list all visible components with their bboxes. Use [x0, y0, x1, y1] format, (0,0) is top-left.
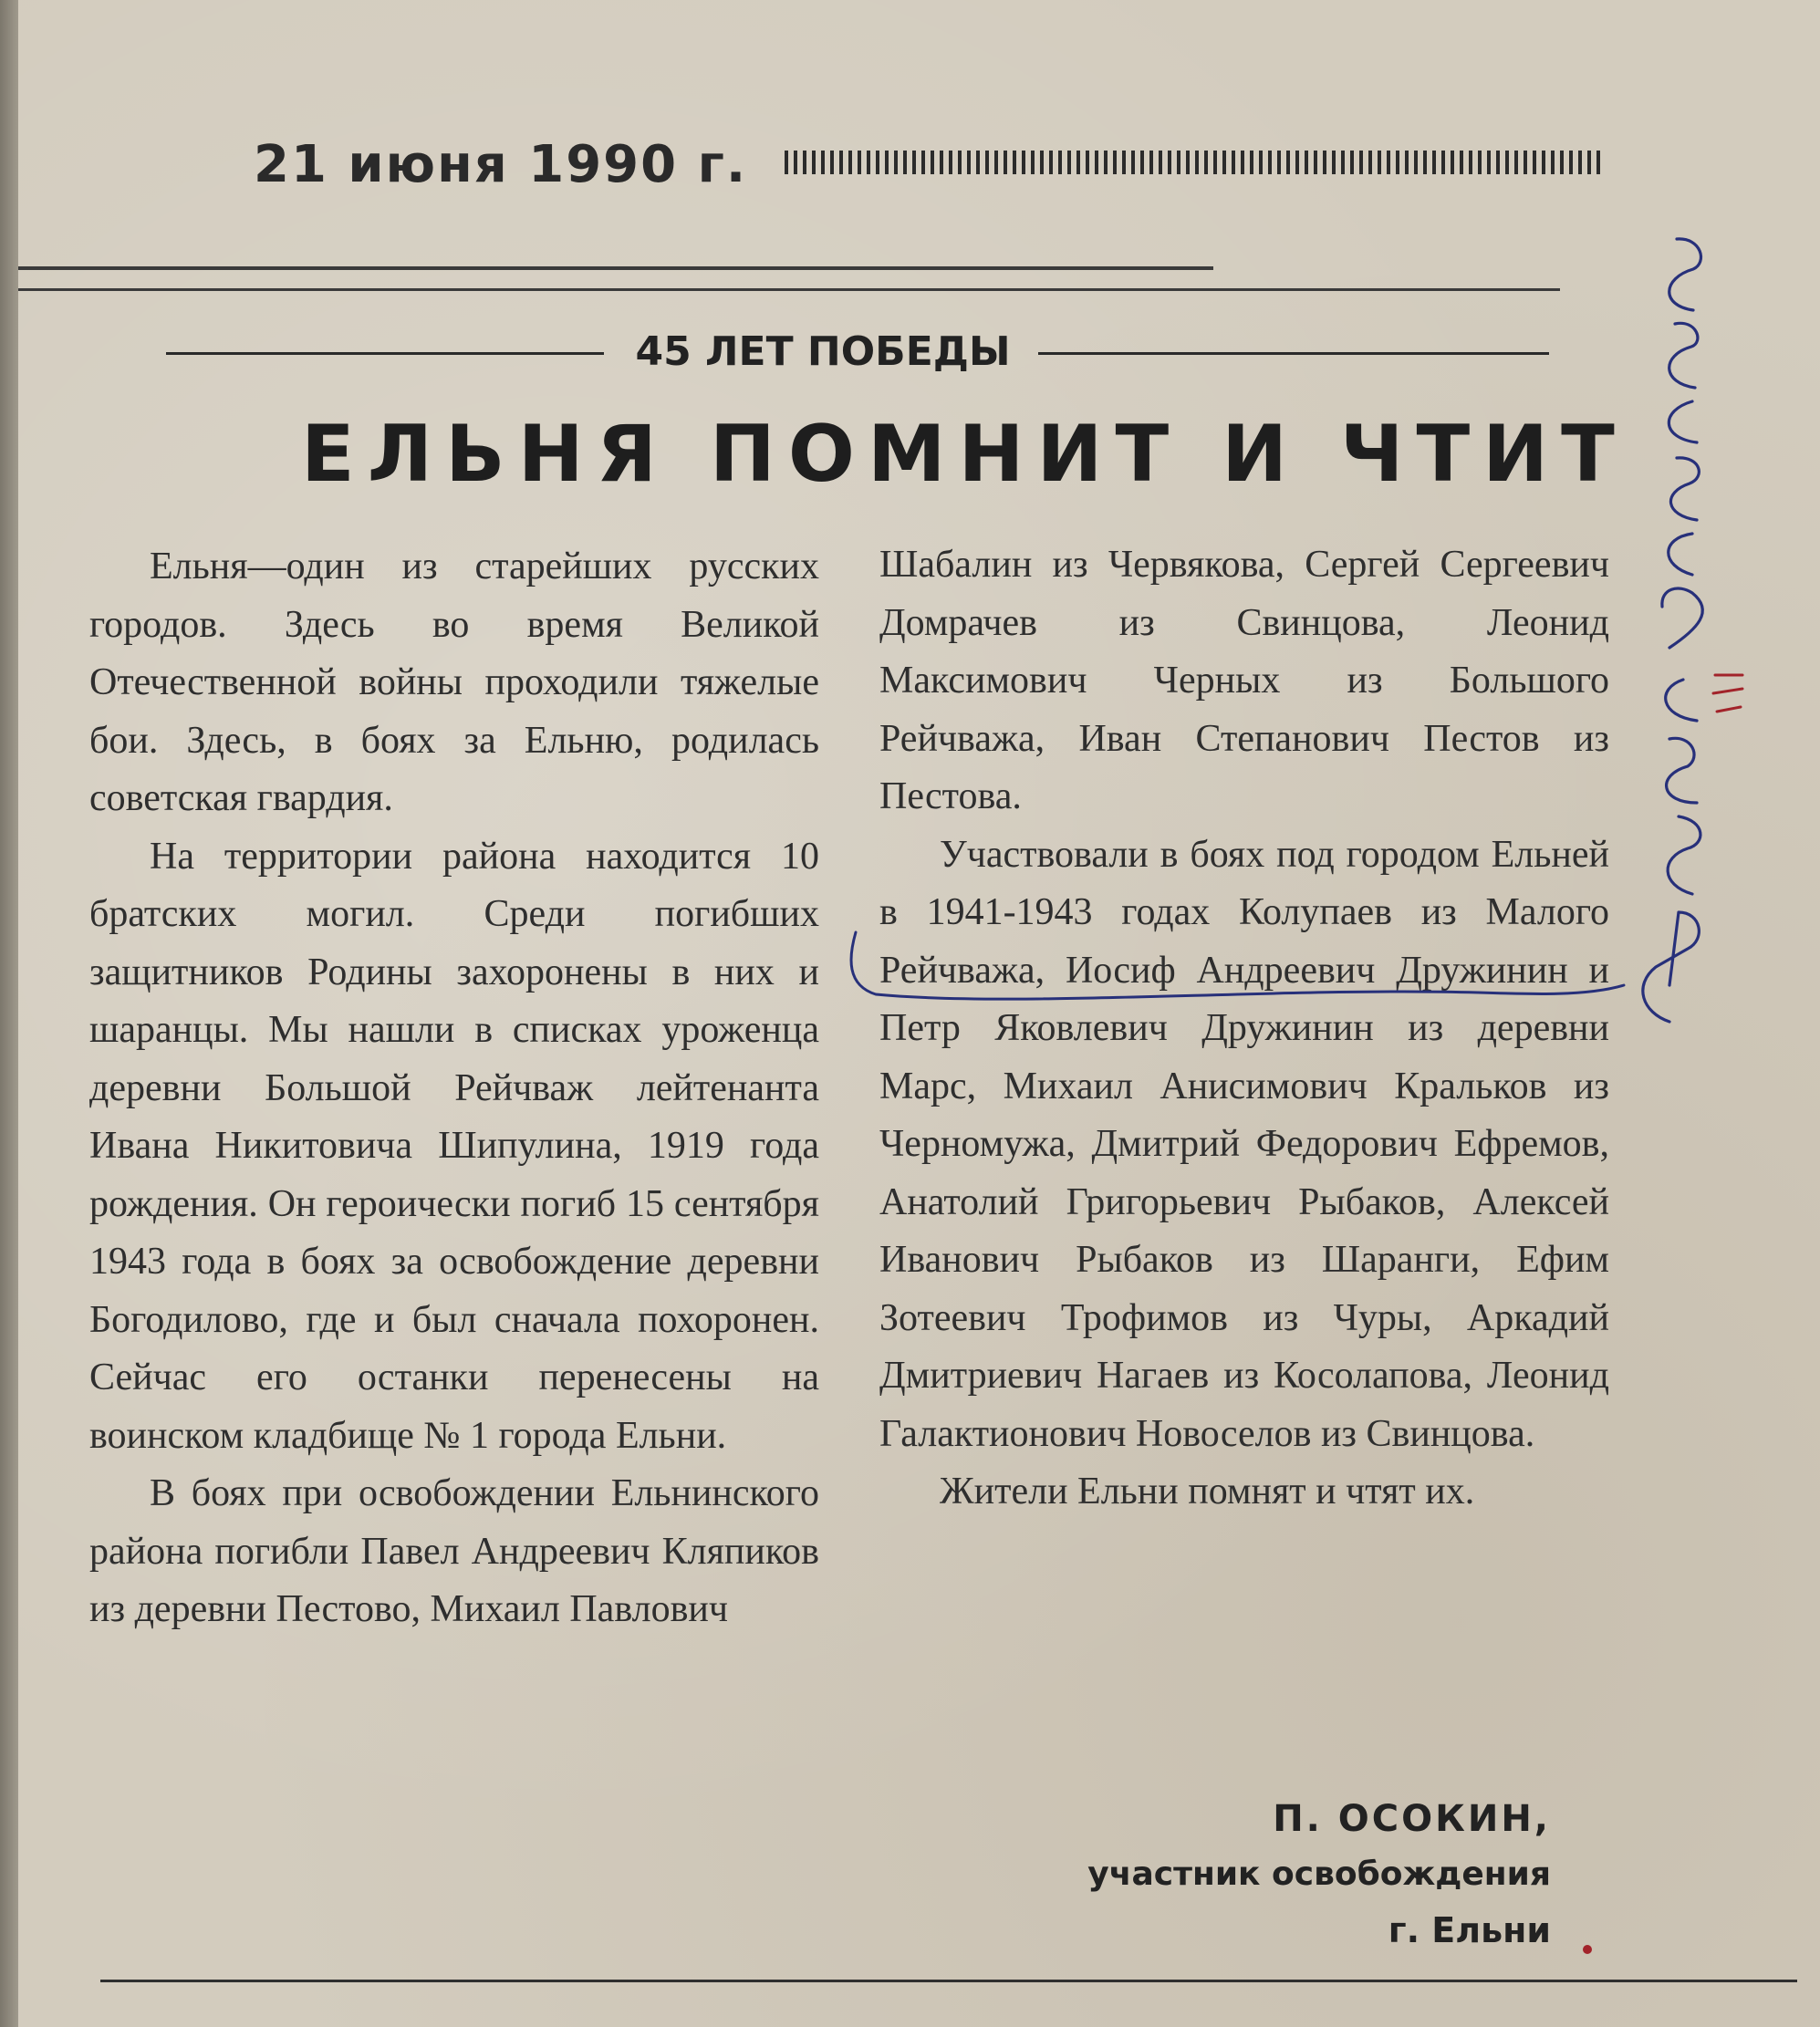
author-place: г. Ельни [1388, 1910, 1551, 1950]
article-column-left [89, 538, 819, 1639]
page-edge [0, 0, 20, 2027]
kicker-rule-left [166, 352, 604, 355]
article-kicker: 45 ЛЕТ ПОБЕДЫ [635, 328, 1011, 375]
issue-date: 21 июня 1990 г. [254, 135, 748, 194]
paragraph: Участвовали в боях под городом Ельней в 1941-1943 годах Колупаев из Малого Рейчважа, Иосиф Андреевич Дружинин и Петр Яковлевич Дружинин из деревни Марс, Михаил Анисимович Кральков из Черномужа, Дмитрий Федорович Ефремов, Анатолий Григорьевич Рыбаков, Алексей Иванович Рыбаков из Шаранги, Ефим Зотеевич Трофимов из Чуры, Аркадий Дмитриевич Нагаев из Косолапова, Леонид Галактионович Новоселов из Свинцова. [879, 833, 1609, 1455]
paragraph: В боях при освобождении Ельнинского района погибли Павел Андреевич Кляпиков из деревни Пестово, Михаил Павлович [89, 1472, 819, 1630]
author-name: П. ОСОКИН, [1273, 1798, 1551, 1840]
handwritten-underline [839, 921, 1642, 1022]
article-title: ЕЛЬНЯ ПОМНИТ И ЧТИТ [301, 409, 1628, 500]
article-signature [1013, 1792, 1551, 1958]
header-decorative-rule [785, 151, 1606, 174]
article-column-right [879, 536, 1609, 1522]
paragraph: Шабалин из Червякова, Сергей Сергеевич Домрачев из Свинцова, Леонид Максимович Черных из Большого Рейчважа, Иван Степанович Пестов из Пестова. [879, 544, 1609, 817]
red-ink-mark [1583, 1945, 1592, 1954]
handwritten-note [1606, 219, 1752, 1058]
kicker-rule-right [1038, 352, 1549, 355]
paragraph: На территории района находится 10 братских могил. Среди погибших защитников Родины захоронены в них и шаранцы. Мы нашли в списках уроженца деревни Большой Рейчваж лейтенанта Ивана Никитовича Шипулина, 1919 года рождения. Он героически погиб 15 сентября 1943 года в боях за освобождение деревни Богодилово, где и был сначала похоронен. Сейчас его останки перенесены на воинском кладбище № 1 города Ельни. [89, 835, 819, 1457]
clipping-edge-line [18, 288, 1560, 291]
bottom-rule [100, 1980, 1797, 1982]
paragraph: Ельня—один из старейших русских городов. Здесь во время Великой Отечественной войны проходили тяжелые бои. Здесь, в боях за Ельню, родилась советская гвардия. [89, 546, 819, 819]
paragraph: Жители Ельни помнят и чтят их. [940, 1471, 1475, 1512]
author-role: участник освобождения [1087, 1855, 1551, 1893]
clipping-edge-line [18, 266, 1213, 270]
